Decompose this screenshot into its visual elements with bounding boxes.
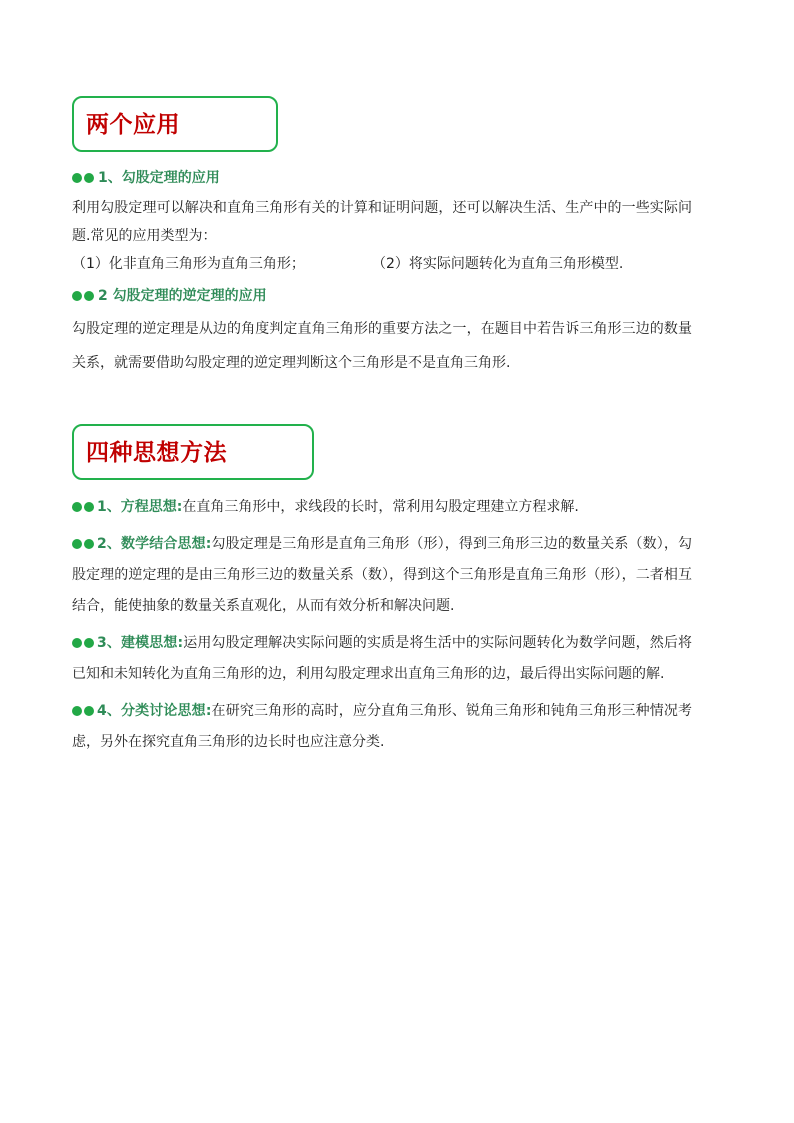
- section-title-box-two-applications: [72, 96, 278, 152]
- application-types: [72, 250, 692, 278]
- application-type-2: （2）将实际问题转化为直角三角形模型.: [372, 256, 624, 272]
- document-page: [72, 96, 692, 764]
- method-item-number-shape: [72, 529, 692, 622]
- sub-heading-text: 2 勾股定理的逆定理的应用: [98, 288, 267, 304]
- bullet-dots-icon: [72, 502, 96, 512]
- sub-heading-text: 1、勾股定理的应用: [98, 170, 220, 186]
- bullet-dots-icon: [72, 706, 96, 716]
- sub-heading-converse-application: [72, 284, 692, 308]
- bullet-dots-icon: [72, 638, 96, 648]
- method-item-equation: [72, 492, 692, 523]
- section-title: 两个应用: [86, 112, 180, 138]
- application-type-1: （1）化非直角三角形为直角三角形；: [72, 256, 305, 272]
- method-label: 2、数学结合思想:: [97, 536, 212, 552]
- method-label: 3、建模思想:: [97, 635, 184, 651]
- method-text: 在直角三角形中，求线段的长时，常利用勾股定理建立方程求解.: [182, 499, 579, 515]
- bullet-dots-icon: [72, 173, 96, 183]
- section-title: 四种思想方法: [86, 440, 227, 466]
- method-text: 勾股定理是三角形是直角三角形（形），得到三角形三边的数量关系（数），勾股定理的逆定理的是由三角形三边的数量关系（数），得到这个三角形是直角三角形（形），二者相互结合，能使抽象的数量关系直观化，从而有效分析和解决问题.: [72, 536, 693, 614]
- method-item-modeling: [72, 628, 692, 690]
- method-text: 运用勾股定理解决实际问题的实质是将生活中的实际问题转化为数学问题，然后将已知和未知转化为直角三角形的边，利用勾股定理求出直角三角形的边，最后得出实际问题的解.: [72, 635, 693, 682]
- method-text: 在研究三角形的高时，应分直角三角形、锐角三角形和钝角三角形三种情况考虑，另外在探究直角三角形的边长时也应注意分类.: [72, 703, 692, 750]
- bullet-dots-icon: [72, 539, 96, 549]
- section-title-box-four-methods: [72, 424, 314, 480]
- sub-heading-pythagorean-application: [72, 166, 692, 190]
- method-label: 1、方程思想:: [97, 499, 183, 515]
- paragraph-converse: 勾股定理的逆定理是从边的角度判定直角三角形的重要方法之一，在题目中若告诉三角形三边的数量关系，就需要借助勾股定理的逆定理判断这个三角形是不是直角三角形.: [72, 321, 692, 371]
- bullet-dots-icon: [72, 291, 96, 301]
- paragraph-application: 利用勾股定理可以解决和直角三角形有关的计算和证明问题，还可以解决生活、生产中的一些实际问题.常见的应用类型为：: [72, 200, 692, 244]
- method-item-classification: [72, 696, 692, 758]
- method-label: 4、分类讨论思想:: [97, 703, 212, 719]
